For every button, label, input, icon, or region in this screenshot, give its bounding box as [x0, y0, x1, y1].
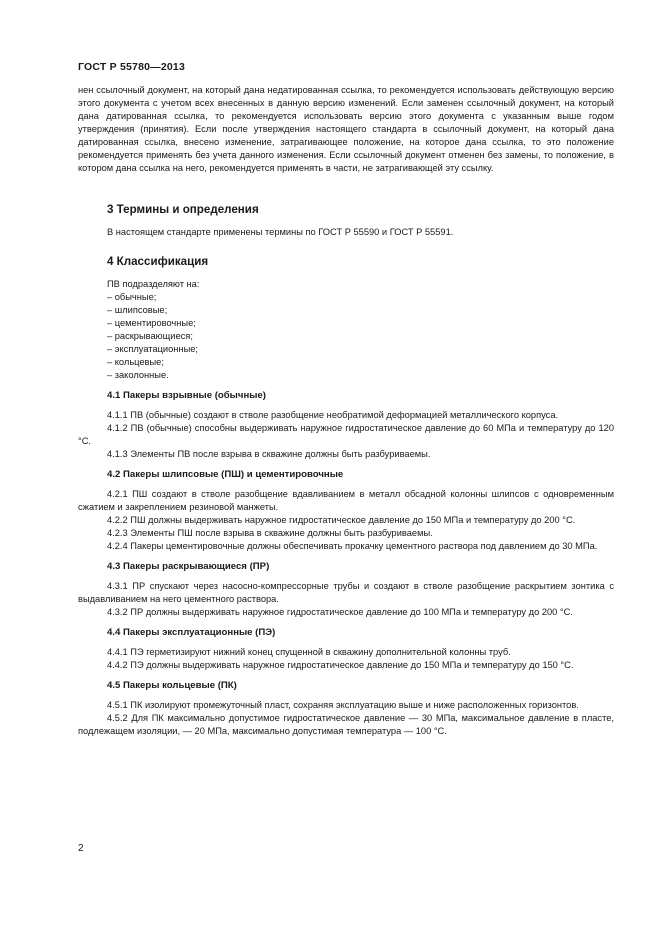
section-4-5-title: 4.5 Пакеры кольцевые (ПК): [107, 680, 237, 691]
classification-lead: ПВ подразделяют на:: [107, 279, 200, 289]
clause-4-5-1: 4.5.1 ПК изолируют промежуточный пласт, сохраняя эксплуатацию выше и ниже расположенных горизонтов.: [107, 700, 579, 710]
list-item: – заколонные.: [107, 370, 169, 380]
clause-4-5-2: 4.5.2 Для ПК максимально допустимое гидростатическое давление — 30 МПа, максимальное давление в пласте, подлежащем изоляции, — 20 МПа, максимально допустимая температура — 100 °С.: [78, 713, 614, 736]
clause-4-2-2: 4.2.2 ПШ должны выдерживать наружное гидростатическое давление до 150 МПа и температуру до 200 °С.: [107, 515, 576, 525]
list-item: – кольцевые;: [107, 357, 164, 367]
section-4-4-title: 4.4 Пакеры эксплуатационные (ПЭ): [107, 627, 276, 638]
document-header: ГОСТ Р 55780—2013: [78, 61, 186, 73]
clause-4-2-4: 4.2.4 Пакеры цементировочные должны обеспечивать прокачку цементного раствора под давлением до 30 МПа.: [107, 541, 598, 551]
clause-4-1-1: 4.1.1 ПВ (обычные) создают в стволе разобщение необратимой деформацией металлического корпуса.: [107, 410, 559, 420]
clause-4-1-3: 4.1.3 Элементы ПВ после взрыва в скважине должны быть разбуриваемы.: [107, 449, 431, 459]
classification-list: [78, 291, 614, 382]
section-3-text: В настоящем стандарте применены термины по ГОСТ Р 55590 и ГОСТ Р 55591.: [107, 227, 454, 237]
section-4-3-title: 4.3 Пакеры раскрывающиеся (ПР): [107, 561, 270, 572]
page-number: 2: [78, 843, 84, 854]
document-body: [78, 84, 614, 738]
clause-4-1-2: 4.1.2 ПВ (обычные) способны выдерживать наружное гидростатическое давление до 60 МПа и температуру до 120 °С.: [78, 423, 614, 446]
list-item: – эксплуатационные;: [107, 344, 199, 354]
clause-4-4-2: 4.4.2 ПЭ должны выдерживать наружное гидростатическое давление до 150 МПа и температуру до 150 °С.: [107, 660, 574, 670]
intro-paragraph: нен ссылочный документ, на который дана недатированная ссылка, то рекомендуется использовать действующую версию этого документа с учетом всех внесенных в данную версию изменений. Если заменен ссылочный документ, на который дана датированная ссылка, то рекомендуется использовать версию этого документа с указанным выше годом утверждения (принятия). Если после утверждения настоящего стандарта в ссылочный документ, на который дана датированная ссылка, внесено изменение, затрагивающее положение, на которое дана ссылка, то это положение рекомендуется применять без учета данного изменения. Если ссылочный документ отменен без замены, то положение, в котором дана ссылка на него, рекомендуется применять в части, не затрагивающей эту ссылку.: [78, 85, 614, 173]
clause-4-3-2: 4.3.2 ПР должны выдерживать наружное гидростатическое давление до 100 МПа и температуру до 200 °С.: [107, 607, 573, 617]
section-3-title: 3 Термины и определения: [107, 203, 259, 216]
clause-4-4-1: 4.4.1 ПЭ герметизируют нижний конец спущенной в скважину дополнительной колонны труб.: [107, 647, 511, 657]
section-4-title: 4 Классификация: [107, 255, 209, 268]
list-item: – обычные;: [107, 292, 157, 302]
clause-4-3-1: 4.3.1 ПР спускают через насосно-компрессорные трубы и создают в стволе разобщение раскрытием зонтика с выдавливанием на него цементного раствора.: [78, 581, 614, 604]
section-4-2-title: 4.2 Пакеры шлипсовые (ПШ) и цементировочные: [107, 469, 344, 480]
section-4-1-title: 4.1 Пакеры взрывные (обычные): [107, 390, 266, 401]
list-item: – цементировочные;: [107, 318, 196, 328]
list-item: – раскрывающиеся;: [107, 331, 193, 341]
clause-4-2-1: 4.2.1 ПШ создают в стволе разобщение вдавливанием в металл обсадной колонны шлипсов с одновременным сжатием и закреплением резиновой манжеты.: [78, 489, 614, 512]
list-item: – шлипсовые;: [107, 305, 168, 315]
clause-4-2-3: 4.2.3 Элементы ПШ после взрыва в скважине должны быть разбуриваемы.: [107, 528, 433, 538]
